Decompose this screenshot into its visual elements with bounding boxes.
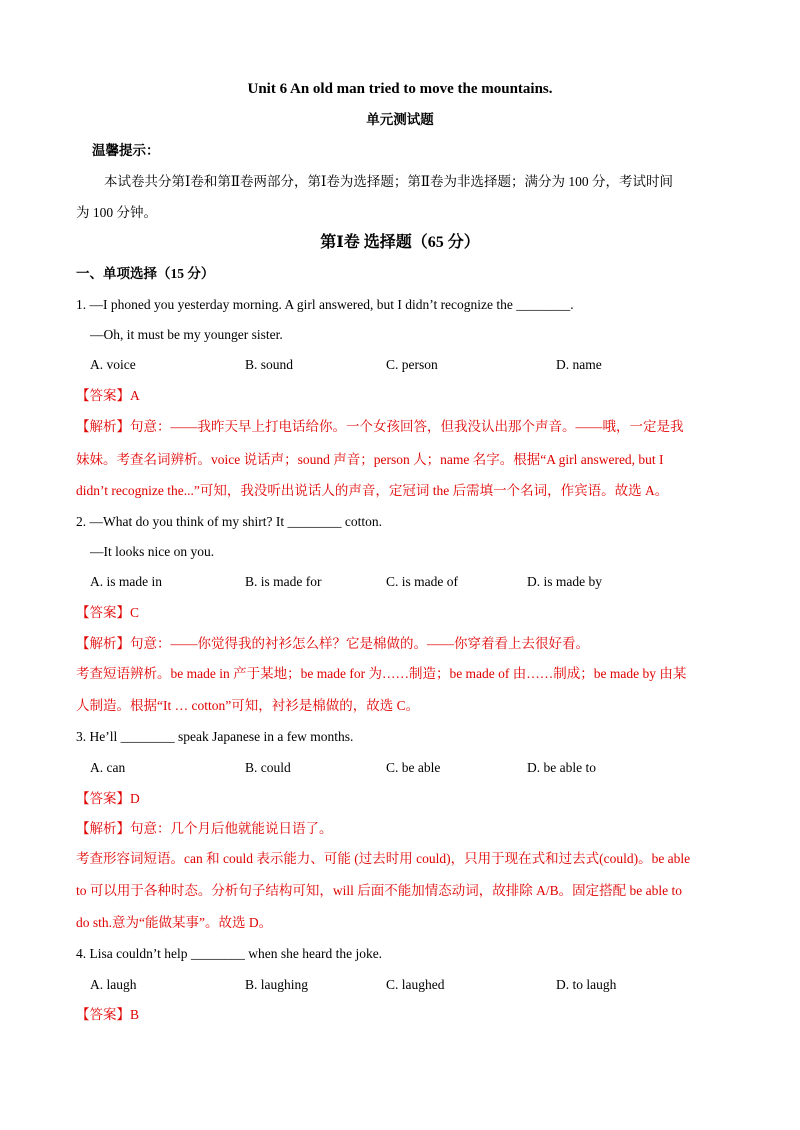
- question-2-analysis-line-3: 人制造。根据“It … cotton”可知，衬衫是棉做的，故选 C。: [76, 698, 420, 713]
- question-1-option-d: D. name: [556, 357, 602, 372]
- question-2-option-a: A. is made in: [90, 574, 162, 589]
- notice-text-line-2: 为 100 分钟。: [76, 205, 157, 220]
- question-1-analysis-line-2: 妹妹。考查名词辨析。voice 说话声；sound 声音；person 人；name 名字。根据“A girl answered, but I: [76, 452, 664, 467]
- question-2-option-c: C. is made of: [386, 574, 458, 589]
- question-1-option-b: B. sound: [245, 357, 294, 372]
- question-1-analysis-line-1: 【解析】句意：——我昨天早上打电话给你。一个女孩回答，但我没认出那个声音。——哦，一定是我: [76, 419, 684, 434]
- question-2-option-d: D. is made by: [527, 574, 602, 589]
- part-title: 一、单项选择（15 分）: [76, 266, 215, 281]
- question-3-analysis-line-3: to 可以用于各种时态。分析句子结构可知，will 后面不能加情态动词，故排除 A/B。固定搭配 be able to: [76, 883, 682, 898]
- question-1-option-a: A. voice: [90, 357, 136, 372]
- question-1-stem: 1. —I phoned you yesterday morning. A girl answered, but I didn’t recognize the ________.: [76, 297, 574, 312]
- question-2-analysis-line-2: 考查短语辨析。be made in 产于某地；be made for 为……制造；be made of 由……制成；be made by 由某: [76, 666, 687, 681]
- question-4-option-c: C. laughed: [386, 977, 445, 992]
- question-2-stem: 2. —What do you think of my shirt? It ________ cotton.: [76, 514, 382, 529]
- question-1-option-c: C. person: [386, 357, 438, 372]
- question-3-analysis-line-4: do sth.意为“能做某事”。故选 D。: [76, 915, 273, 930]
- page-subtitle: 单元测试题: [366, 112, 434, 127]
- question-4-option-d: D. to laugh: [556, 977, 617, 992]
- section-title: 第Ⅰ卷 选择题（65 分）: [320, 234, 480, 251]
- question-3-option-c: C. be able: [386, 760, 441, 775]
- question-2-analysis-line-1: 【解析】句意：——你觉得我的衬衫怎么样？它是棉做的。——你穿着看上去很好看。: [76, 636, 589, 651]
- question-3-answer: 【答案】D: [76, 791, 140, 806]
- question-2-answer: 【答案】C: [76, 605, 140, 620]
- question-3-analysis-line-2: 考查形容词短语。can 和 could 表示能力、可能 (过去时用 could)，只用于现在式和过去式(could)。be able: [76, 851, 691, 866]
- question-1-reply: —Oh, it must be my younger sister.: [90, 327, 283, 342]
- question-2-option-b: B. is made for: [245, 574, 322, 589]
- notice-text-line-1: 本试卷共分第Ⅰ卷和第Ⅱ卷两部分，第Ⅰ卷为选择题；第Ⅱ卷为非选择题；满分为 100 分，考试时间: [104, 174, 674, 189]
- page-title: Unit 6 An old man tried to move the mountains.: [247, 81, 553, 97]
- question-3-analysis-line-1: 【解析】句意：几个月后他就能说日语了。: [76, 821, 333, 836]
- notice-label: 温馨提示：: [92, 143, 160, 158]
- question-4-option-a: A. laugh: [90, 977, 137, 992]
- question-4-answer: 【答案】B: [76, 1007, 140, 1022]
- question-3-option-b: B. could: [245, 760, 291, 775]
- question-4-stem: 4. Lisa couldn’t help ________ when she heard the joke.: [76, 946, 383, 961]
- question-3-stem: 3. He’ll ________ speak Japanese in a few months.: [76, 729, 354, 744]
- question-2-reply: —It looks nice on you.: [90, 544, 215, 559]
- question-4-option-b: B. laughing: [245, 977, 308, 992]
- question-3-option-d: D. be able to: [527, 760, 596, 775]
- question-1-answer: 【答案】A: [76, 388, 140, 403]
- question-3-option-a: A. can: [90, 760, 126, 775]
- question-1-analysis-line-3: didn’t recognize the...”可知，我没听出说话人的声音，定冠词 the 后需填一个名词，作宾语。故选 A。: [76, 483, 669, 498]
